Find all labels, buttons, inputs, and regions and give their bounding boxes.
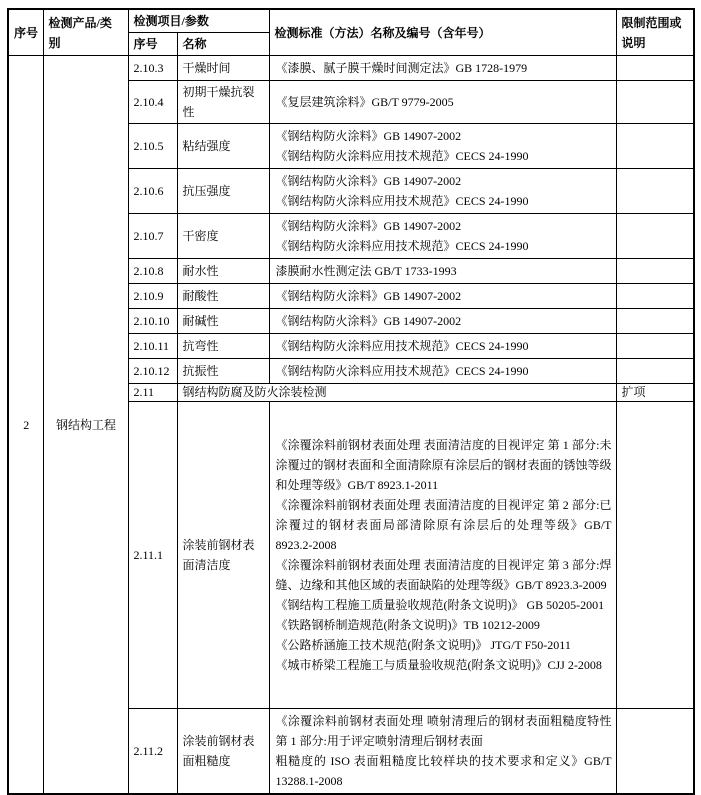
section-title-cell: 钢结构防腐及防火涂装检测 (177, 384, 616, 402)
item-seq-cell: 2.10.5 (128, 124, 177, 169)
note-cell (616, 359, 694, 384)
item-name-cell: 涂装前钢材表面粗糙度 (177, 709, 269, 795)
standard-entry: 《钢结构防火涂料》GB 14907-2002 (275, 174, 462, 188)
standard-entry: 《涂覆涂料前钢材表面处理 表面清洁度的目视评定 第 1 部分:未涂覆过的钢材表面和全面清除原有涂层后的钢材表面的锈蚀等级和处理等级》GB/T 8923.1-2011 (275, 438, 612, 492)
item-seq-cell: 2.10.8 (128, 259, 177, 284)
item-seq-cell: 2.11 (128, 384, 177, 402)
note-cell (616, 334, 694, 359)
item-seq-cell: 2.11.1 (128, 402, 177, 709)
item-name-cell: 干密度 (177, 214, 269, 259)
standard-entry: 《涂覆涂料前钢材表面处理 表面清洁度的目视评定 第 2 部分:已涂覆过的钢材表面局部清除原有涂层后的处理等级》GB/T 8923.2-2008 (275, 498, 612, 552)
item-name-cell: 耐酸性 (177, 284, 269, 309)
standard-entry: 《铁路钢桥制造规范(附条文说明)》TB 10212-2009 (275, 618, 540, 632)
item-name-cell: 抗弯性 (177, 334, 269, 359)
item-seq-cell: 2.10.11 (128, 334, 177, 359)
standards-cell (269, 402, 616, 709)
item-seq-cell: 2.10.10 (128, 309, 177, 334)
standard-entry: 粗糙度的 ISO 表面粗糙度比较样块的技术要求和定义》GB/T 13288.1-2008 (275, 754, 612, 788)
header-limit: 限制范围或说明 (616, 9, 694, 56)
header-product-category: 检测产品/类别 (43, 9, 128, 56)
item-name-cell: 涂装前钢材表面清洁度 (177, 402, 269, 709)
standards-cell (269, 169, 616, 214)
standards-cell (269, 709, 616, 795)
standard-entry: 《钢结构防火涂料应用技术规范》CECS 24-1990 (275, 239, 529, 253)
standard-entry: 《钢结构防火涂料应用技术规范》CECS 24-1990 (275, 364, 529, 378)
standard-entry: 《城市桥梁工程施工与质量验收规范(附条文说明)》CJJ 2-2008 (275, 658, 602, 672)
standard-entry: 《钢结构防火涂料应用技术规范》CECS 24-1990 (275, 339, 529, 353)
note-cell (616, 259, 694, 284)
header-item-name: 名称 (177, 33, 269, 56)
item-seq-cell: 2.11.2 (128, 709, 177, 795)
item-name-cell: 抗振性 (177, 359, 269, 384)
header-item-seq: 序号 (128, 33, 177, 56)
header-seq: 序号 (8, 9, 43, 56)
note-cell (616, 81, 694, 124)
standards-cell (269, 359, 616, 384)
standard-entry: 《钢结构防火涂料应用技术规范》CECS 24-1990 (275, 194, 529, 208)
note-cell: 扩项 (616, 384, 694, 402)
standard-entry: 《钢结构防火涂料》GB 14907-2002 (275, 129, 462, 143)
item-seq-cell: 2.10.12 (128, 359, 177, 384)
note-cell (616, 169, 694, 214)
standard-entry: 《钢结构工程施工质量验收规范(附条文说明)》 GB 50205-2001 (275, 598, 605, 612)
note-cell (616, 124, 694, 169)
standards-cell (269, 124, 616, 169)
table-row (8, 56, 694, 81)
standard-entry: 《钢结构防火涂料》GB 14907-2002 (275, 314, 462, 328)
standard-entry: 《钢结构防火涂料》GB 14907-2002 (275, 219, 462, 233)
header-test-item: 检测项目/参数 (128, 9, 269, 33)
standards-cell (269, 214, 616, 259)
standards-cell (269, 259, 616, 284)
standard-entry: 漆膜耐水性测定法 GB/T 1733-1993 (275, 264, 457, 278)
product-category-cell: 钢结构工程 (43, 56, 128, 795)
standard-entry: 《复层建筑涂料》GB/T 9779-2005 (275, 95, 454, 109)
item-name-cell: 初期干燥抗裂性 (177, 81, 269, 124)
item-seq-cell: 2.10.3 (128, 56, 177, 81)
standard-entry: 《漆膜、腻子膜干燥时间测定法》GB 1728-1979 (275, 61, 528, 75)
standard-entry: 《钢结构防火涂料》GB 14907-2002 (275, 289, 462, 303)
note-cell (616, 309, 694, 334)
note-cell (616, 56, 694, 81)
standard-entry: 《涂覆涂料前钢材表面处理 表面清洁度的目视评定 第 3 部分:焊缝、边缘和其他区域的表面缺陷的处理等级》GB/T 8923.3-2009 (275, 558, 612, 592)
header-standard: 检测标准（方法）名称及编号（含年号） (269, 9, 616, 56)
note-cell (616, 214, 694, 259)
note-cell (616, 709, 694, 795)
item-seq-cell: 2.10.7 (128, 214, 177, 259)
item-name-cell: 耐水性 (177, 259, 269, 284)
standards-cell (269, 334, 616, 359)
note-cell (616, 402, 694, 709)
item-seq-cell: 2.10.6 (128, 169, 177, 214)
standards-cell (269, 284, 616, 309)
standards-cell (269, 56, 616, 81)
product-seq-cell: 2 (8, 56, 43, 795)
item-seq-cell: 2.10.9 (128, 284, 177, 309)
standard-entry: 《涂覆涂料前钢材表面处理 喷射清理后的钢材表面粗糙度特性 第 1 部分:用于评定喷射清理后钢材表面 (275, 714, 612, 748)
item-seq-cell: 2.10.4 (128, 81, 177, 124)
standard-entry: 《公路桥涵施工技术规范(附条文说明)》 JTG/T F50-2011 (275, 638, 571, 652)
standards-cell (269, 309, 616, 334)
inspection-capability-table (7, 8, 695, 795)
note-cell (616, 284, 694, 309)
standard-entry: 《钢结构防火涂料应用技术规范》CECS 24-1990 (275, 149, 529, 163)
item-name-cell: 耐碱性 (177, 309, 269, 334)
item-name-cell: 干燥时间 (177, 56, 269, 81)
standards-cell (269, 81, 616, 124)
item-name-cell: 粘结强度 (177, 124, 269, 169)
item-name-cell: 抗压强度 (177, 169, 269, 214)
